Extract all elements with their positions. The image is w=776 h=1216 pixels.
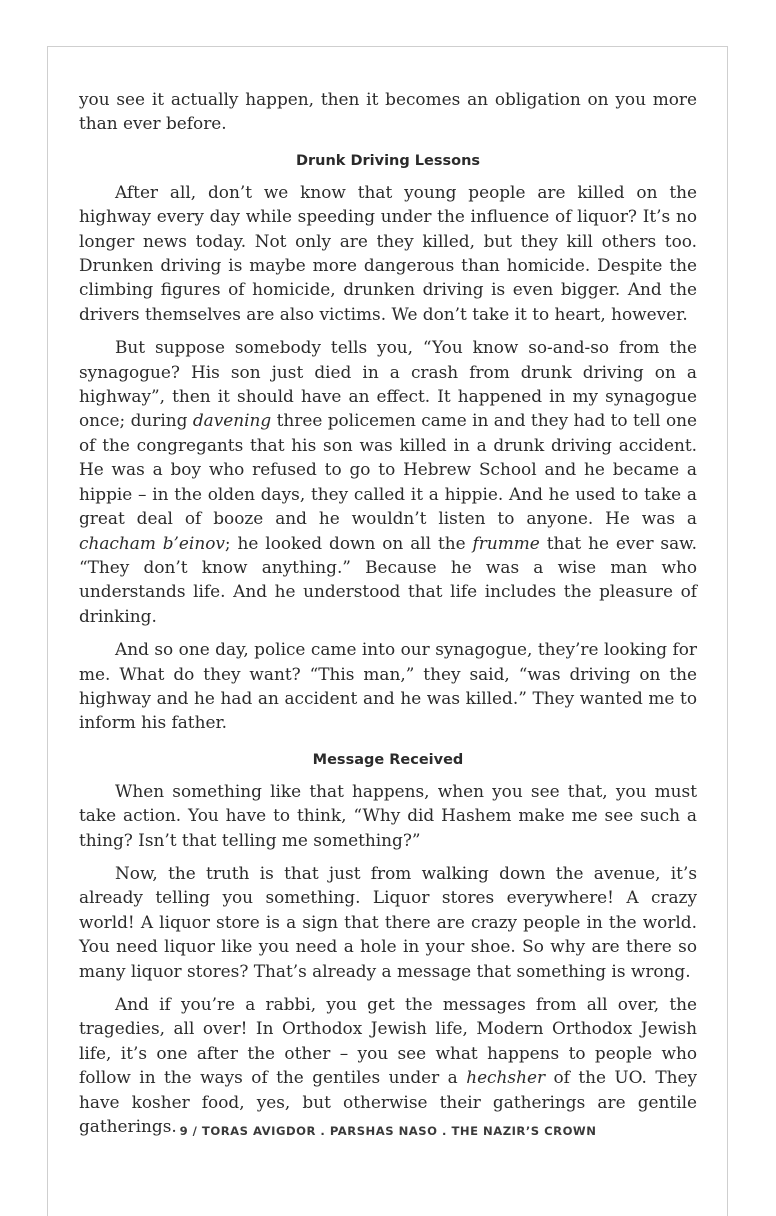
section-heading-message-received: Message Received: [312, 751, 464, 768]
paragraph-rabbi-messages: [79, 992, 697, 1138]
italic-term-davening: davening: [192, 410, 272, 431]
text-run: ; he looked down on all the: [224, 532, 473, 553]
text-run: that he ever saw. “They don’t know anything.” Because he was a wise man who understands life. And he understood that life includes the pleasure of drinking.: [79, 532, 697, 626]
text-run: And if you’re a rabbi, you get the messages from all over, the tragedies, all over! In Orthodox Jewish life, Modern Orthodox Jewish life, it’s one after the other – you see what happens to people who follow in the ways of the gentiles under a: [79, 994, 697, 1088]
paragraph-take-action: When something like that happens, when you see that, you must take action. You have to think, “Why did Hashem make me see such a thing? Isn’t that telling me something?”: [79, 780, 697, 850]
paragraph-highway-deaths: After all, don’t we know that young people are killed on the highway every day while speeding under the influence of liquor? It’s no longer news today. Not only are they killed, but they kill others too. Drunken driving is maybe more dangerous than homicide. Despite the climbing figures of homicide, drunken driving is even bigger. And the drivers themselves are also victims. We don’t take it to heart, however.: [79, 181, 697, 324]
paragraph-police-visit: And so one day, police came into our synagogue, they’re looking for me. What do they want? “This man,” they said, “was driving on the highway and he had an accident and he was killed.” They wanted me to inform his father.: [79, 639, 697, 733]
paragraph-continuation: you see it actually happen, then it becomes an obligation on you more than ever before.: [79, 89, 697, 134]
italic-term-frumme: frumme: [472, 532, 540, 553]
italic-term-chacham: chacham b’einov: [79, 532, 225, 553]
paragraph-synagogue-story: [79, 335, 697, 628]
page-footer: 9 / TORAS AVIGDOR . PARSHAS NASO . THE NAZIR’S CROWN: [179, 1124, 597, 1138]
section-heading-drunk-driving-lessons: Drunk Driving Lessons: [295, 152, 481, 169]
text-run: three policemen came in and they had to tell one of the congregants that his son was killed in a drunk driving accident. He was a boy who refused to go to Hebrew School and he became a hippie – in the olden days, they called it a hippie. And he used to take a great deal of booze and he wouldn’t listen to anyone. He was a: [79, 410, 697, 529]
italic-term-hechsher: hechsher: [466, 1067, 546, 1088]
text-run: But suppose somebody tells you, “You know so-and-so from the synagogue? His son just died in a crash from drunk driving on a highway”, then it should have an effect. It happened in my synagogue once; during: [79, 337, 697, 431]
text-run: of the UO. They have kosher food, yes, but otherwise their gatherings are gentile gatherings.: [79, 1067, 697, 1137]
paragraph-liquor-stores: Now, the truth is that just from walking down the avenue, it’s already telling you something. Liquor stores everywhere! A crazy world! A liquor store is a sign that there are crazy people in the world. You need liquor like you need a hole in your shoe. So why are there so many liquor stores? That’s already a message that something is wrong.: [79, 862, 697, 981]
page-body: [79, 87, 697, 1147]
